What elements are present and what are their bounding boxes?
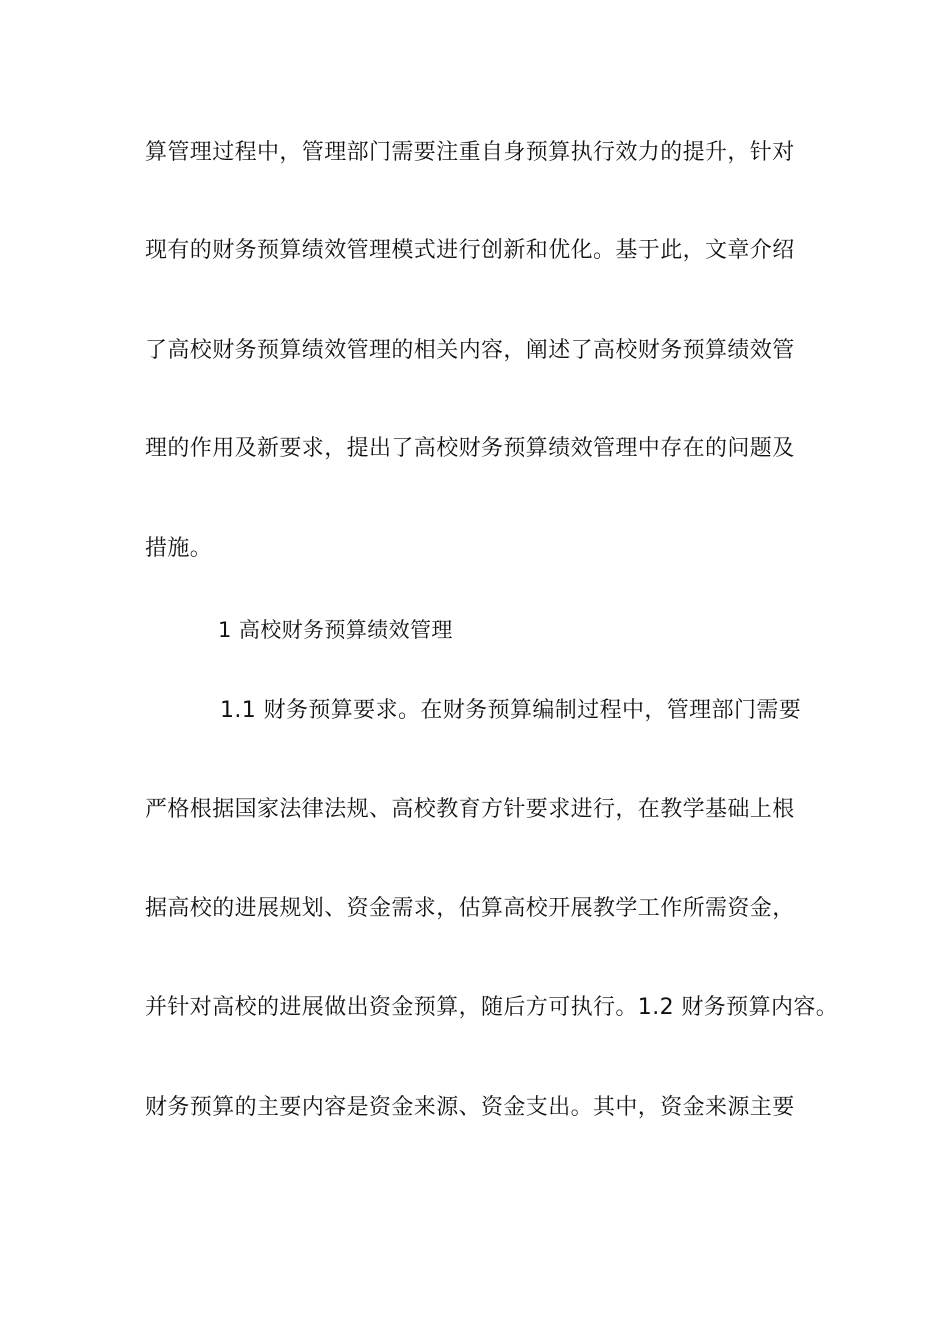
paragraph-line-8: 并针对高校的进展做出资金预算，随后方可执行。1.2 财务预算内容。 [145,995,839,1020]
paragraph-line-7: 据高校的进展规划、资金需求，估算高校开展教学工作所需资金， [145,896,795,921]
paragraph-line-3: 了高校财务预算绩效管理的相关内容，阐述了高校财务预算绩效管 [145,338,795,363]
paragraph-line-1: 算管理过程中，管理部门需要注重自身预算执行效力的提升，针对 [145,140,795,165]
subsection-line-1: 1.1 财务预算要求。在财务预算编制过程中，管理部门需要 [220,698,802,723]
paragraph-line-9: 财务预算的主要内容是资金来源、资金支出。其中，资金来源主要 [145,1095,795,1120]
paragraph-line-2: 现有的财务预算绩效管理模式进行创新和优化。基于此，文章介绍 [145,238,795,263]
paragraph-line-6: 严格根据国家法律法规、高校教育方针要求进行，在教学基础上根 [145,797,795,822]
paragraph-line-4: 理的作用及新要求，提出了高校财务预算绩效管理中存在的问题及 [145,436,795,461]
section-heading: 1 高校财务预算绩效管理 [218,618,453,642]
paragraph-line-5: 措施。 [145,536,213,561]
